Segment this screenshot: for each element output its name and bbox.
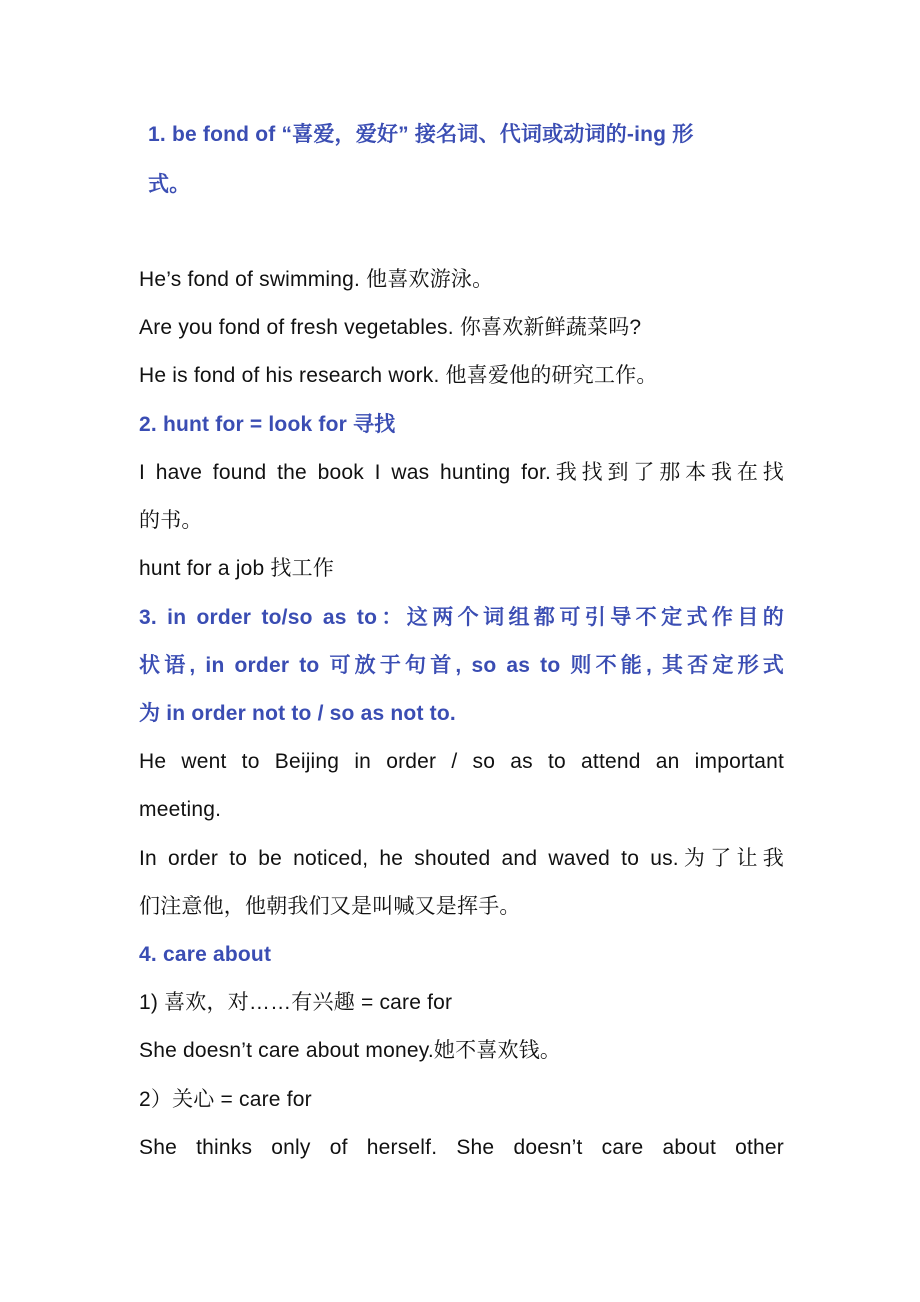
meaning-item: 1) 喜欢，对……有兴趣 = care for bbox=[139, 991, 453, 1014]
example-sentence: 的书。 bbox=[139, 509, 203, 532]
section-1-heading-line-1: 1. be fond of “喜爱，爱好” 接名词、代词或动词的-ing 形 bbox=[148, 123, 694, 146]
example-sentence: I have found the book I was hunting for.我找到了那本我在找 bbox=[139, 461, 784, 484]
section-3-heading-line-3: 为 in order not to / so as not to. bbox=[139, 702, 456, 725]
example-sentence: She doesn’t care about money.她不喜欢钱。 bbox=[139, 1039, 562, 1062]
section-3-heading-line-2: 状语, in order to 可放于句首, so as to 则不能, 其否定形式 bbox=[139, 654, 784, 677]
example-sentence: meeting. bbox=[139, 798, 222, 821]
example-sentence: Are you fond of fresh vegetables. 你喜欢新鲜蔬菜吗? bbox=[139, 316, 642, 339]
example-sentence: She thinks only of herself. She doesn’t care about other bbox=[139, 1136, 784, 1159]
example-sentence: He’s fond of swimming. 他喜欢游泳。 bbox=[139, 268, 494, 291]
example-sentence: He is fond of his research work. 他喜爱他的研究工作。 bbox=[139, 364, 658, 387]
section-3-heading-line-1: 3. in order to/so as to：这两个词组都可引导不定式作目的 bbox=[139, 606, 784, 629]
section-1-heading-line-2: 式。 bbox=[148, 173, 191, 196]
meaning-item: 2）关心 = care for bbox=[139, 1088, 312, 1111]
example-sentence: He went to Beijing in order / so as to attend an important bbox=[139, 750, 784, 773]
section-2-heading: 2. hunt for = look for 寻找 bbox=[139, 413, 396, 436]
example-phrase: hunt for a job 找工作 bbox=[139, 557, 335, 580]
section-4-heading: 4. care about bbox=[139, 943, 272, 966]
example-sentence: 们注意他，他朝我们又是叫喊又是挥手。 bbox=[139, 895, 521, 918]
example-sentence: In order to be noticed, he shouted and waved to us.为了让我 bbox=[139, 847, 784, 870]
